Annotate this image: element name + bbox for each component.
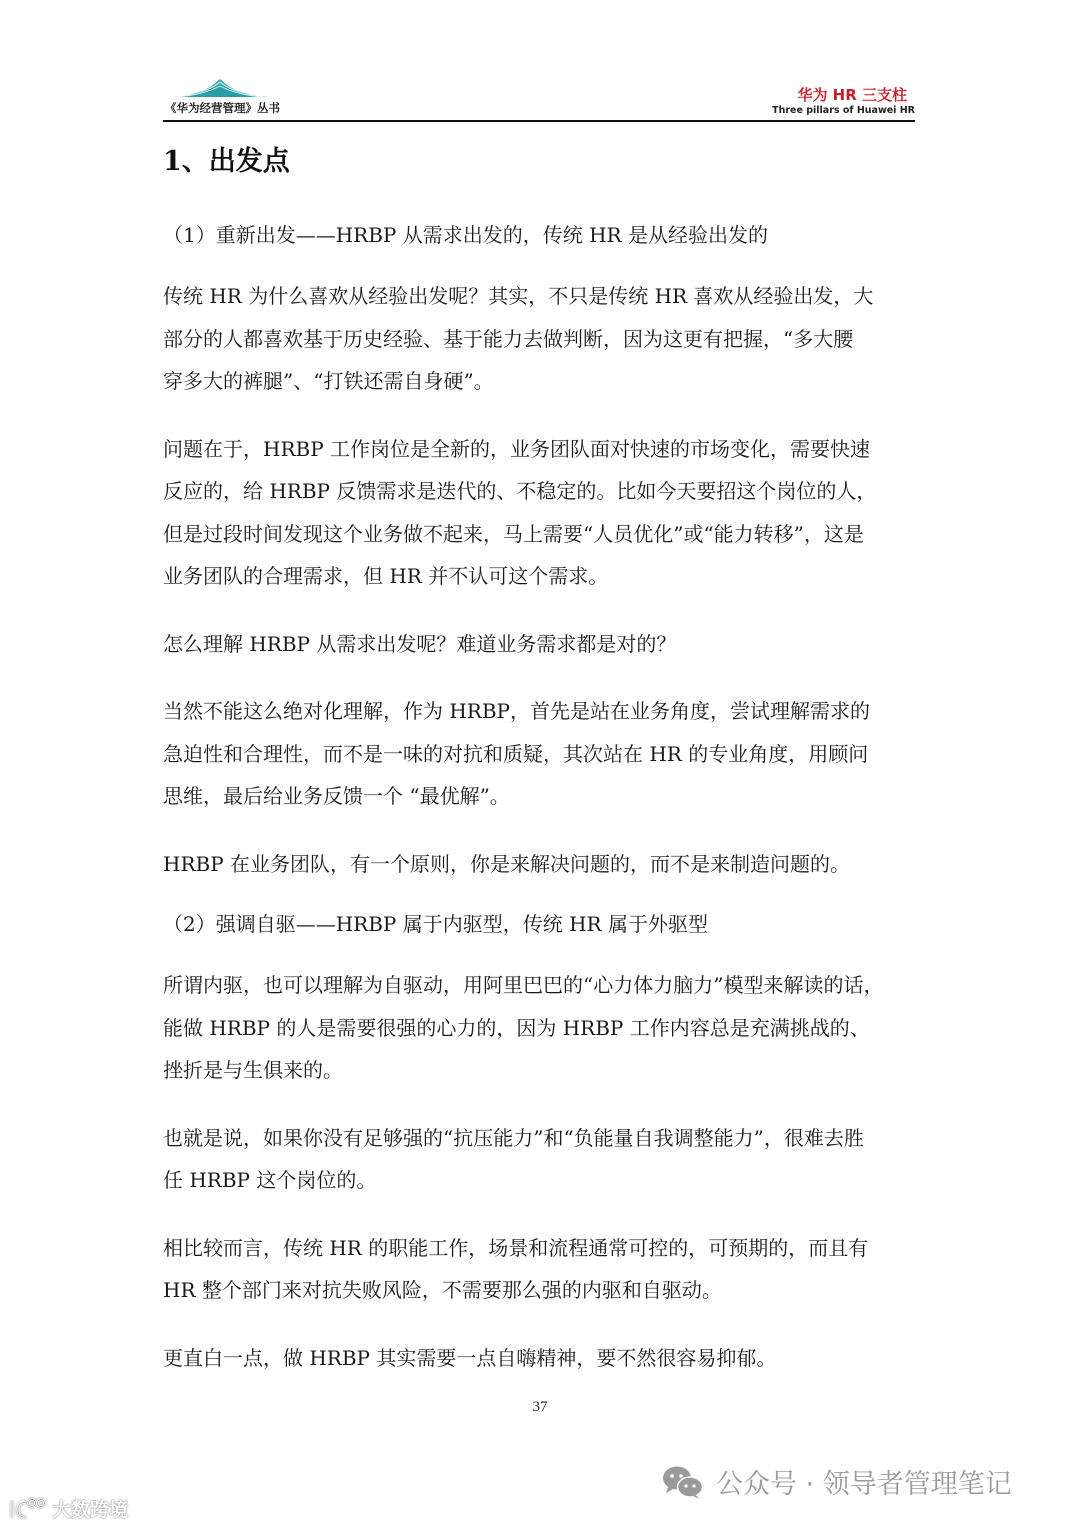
paragraph: [163, 1117, 923, 1202]
subheading-2: （2）强调自驱——HRBP 属于内驱型，传统 HR 属于外驱型: [163, 912, 708, 936]
brand-title-en: Three pillars of Huawei HR: [772, 105, 915, 116]
paragraph: [163, 843, 923, 886]
paragraph: [163, 964, 923, 1092]
paragraph: [163, 275, 923, 403]
watermark-left: [8, 1495, 128, 1522]
text-line: 更直白一点，做 HRBP 其实需要一点自嗨精神，要不然很容易抑郁。: [163, 1345, 777, 1370]
page-content: [163, 140, 923, 1379]
text-line: 任 HRBP 这个岗位的。: [163, 1168, 377, 1192]
series-title: 《华为经营管理》丛书: [165, 101, 280, 115]
text-line: 思维，最后给业务反馈一个 “最优解”。: [163, 784, 510, 808]
wechat-icon: [662, 1465, 704, 1499]
text-line: 穿多大的裤腿”、“打铁还需自身硬”。: [163, 369, 494, 393]
brand-title-cn: 华为 HR 三支柱: [797, 86, 907, 104]
text-line: 部分的人都喜欢基于历史经验、基于能力去做判断，因为这更有把握，“多大腰: [163, 326, 854, 351]
paragraph: [163, 1337, 923, 1380]
text-line: 所谓内驱，也可以理解为自驱动，用阿里巴巴的“心力体力脑力”模型来解读的话，: [163, 973, 884, 997]
text-line: 怎么理解 HRBP 从需求出发呢？难道业务需求都是对的？: [163, 631, 677, 656]
text-line: 挫折是与生俱来的。: [163, 1058, 343, 1082]
text-line: 也就是说，如果你没有足够强的“抗压能力”和“负能量自我调整能力”，很难去胜: [163, 1125, 864, 1150]
text-line: 当然不能这么绝对化理解，作为 HRBP，首先是站在业务角度，尝试理解需求的: [163, 699, 871, 723]
mountain-logo-icon: [173, 76, 268, 98]
text-line: 急迫性和合理性，而不是一味的对抗和质疑，其次站在 HR 的专业角度，用顾问: [163, 741, 869, 766]
text-line: 但是过段时间发现这个业务做不起来，马上需要“人员优化”或“能力转移”，这是: [163, 521, 864, 546]
text-line: 业务团队的合理需求，但 HR 并不认可这个需求。: [163, 564, 609, 588]
kuajing-logo-icon: [8, 1497, 48, 1521]
watermark-right-text: 公众号 · 领导者管理笔记: [716, 1469, 1012, 1500]
text-line: 问题在于，HRBP 工作岗位是全新的，业务团队面对快速的市场变化，需要快速: [163, 436, 871, 461]
text-line: 能做 HRBP 的人是需要很强的心力的，因为 HRBP 工作内容总是充满挑战的、: [163, 1015, 870, 1040]
paragraph: [163, 690, 923, 818]
page-header: [163, 74, 915, 122]
paragraph: [163, 1227, 923, 1312]
section-title: 1、出发点: [163, 146, 290, 177]
text-line: 相比较而言，传统 HR 的职能工作，场景和流程通常可控的，可预期的，而且有: [163, 1235, 869, 1260]
paragraph: [163, 428, 923, 598]
page-number: 37: [532, 1399, 548, 1415]
subheading-1: （1）重新出发——HRBP 从需求出发的，传统 HR 是从经验出发的: [163, 223, 768, 247]
text-line: HR 整个部门来对抗失败风险，不需要那么强的内驱和自驱动。: [163, 1278, 722, 1302]
header-divider: [163, 120, 915, 122]
paragraph: [163, 623, 923, 666]
text-line: HRBP 在业务团队，有一个原则，你是来解决问题的，而不是来制造问题的。: [163, 851, 851, 876]
text-line: 反应的，给 HRBP 反馈需求是迭代的、不稳定的。比如今天要招这个岗位的人，: [163, 479, 877, 503]
watermark-right: [662, 1462, 1012, 1501]
watermark-left-text: 大数跨境: [52, 1499, 129, 1521]
text-line: 传统 HR 为什么喜欢从经验出发呢？其实，不只是传统 HR 喜欢从经验出发，大: [163, 284, 874, 308]
